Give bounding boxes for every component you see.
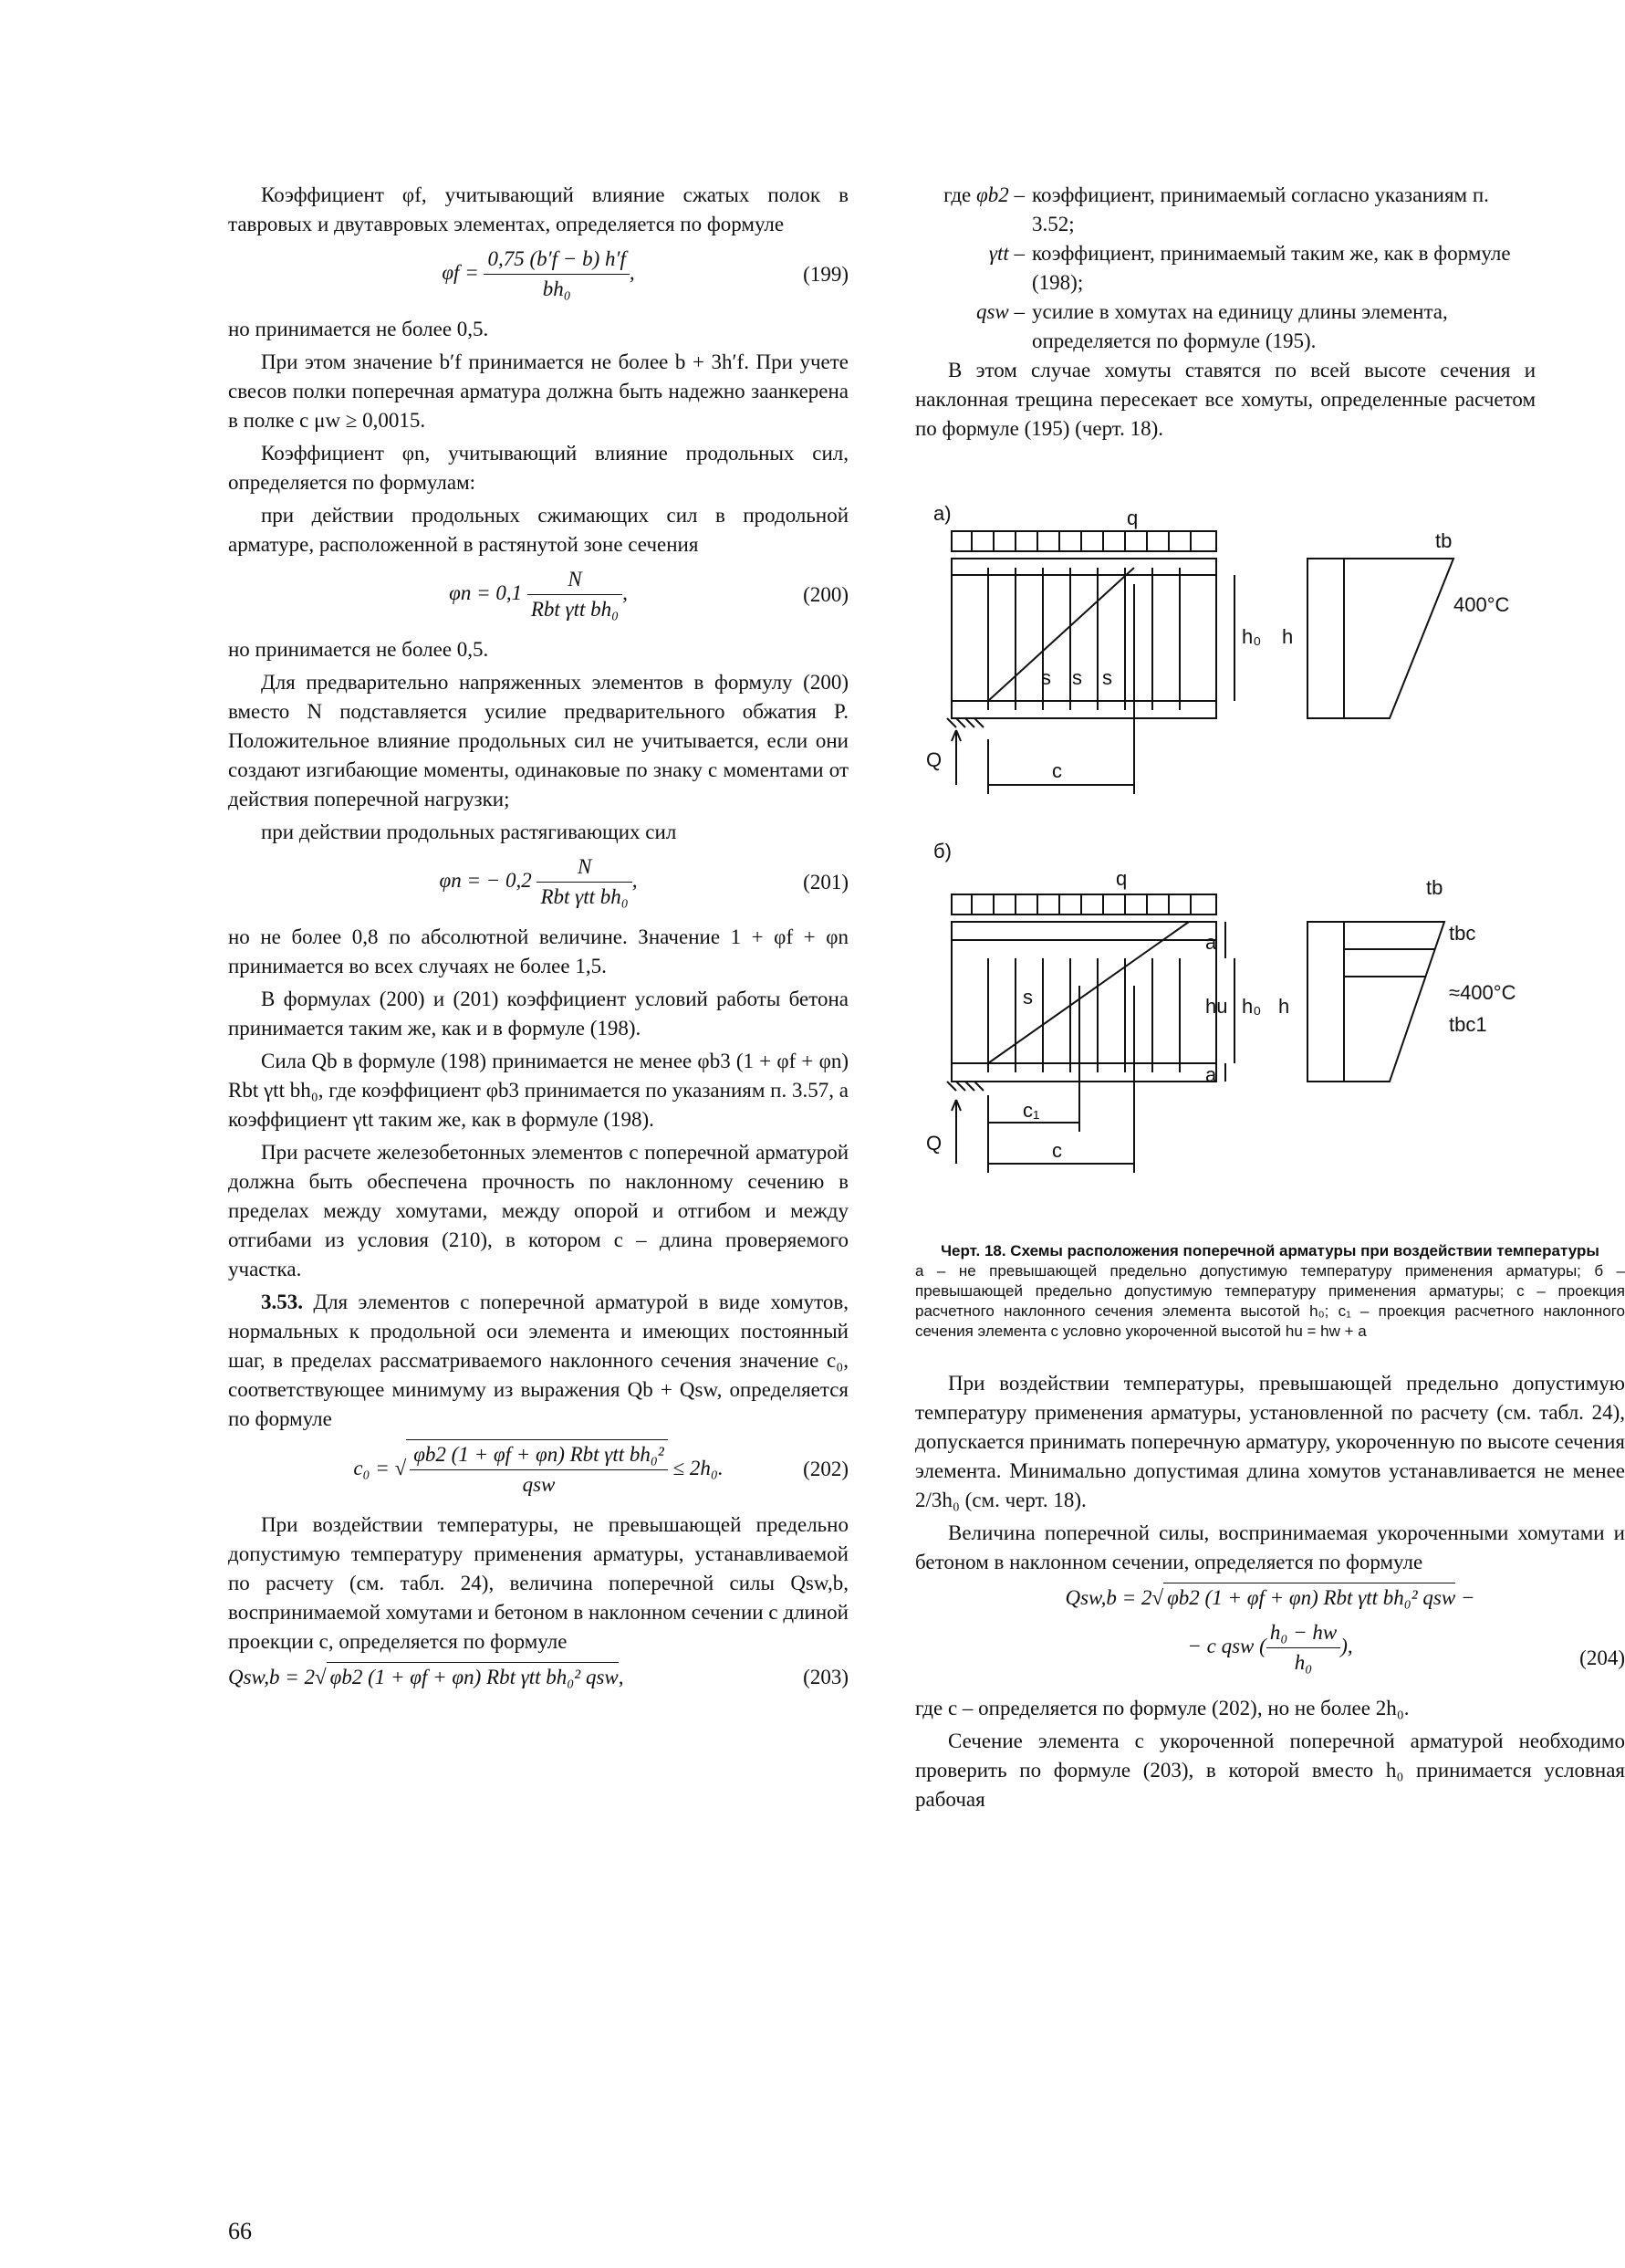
paragraph: Коэффициент φn, учитывающий влияние продольных сил, определяется по формулам: bbox=[228, 442, 849, 494]
paragraph: Сечение элемента с укороченной поперечной арматурой необходимо проверить по формуле (203), в которой вместо h₀ принимается условная рабочая bbox=[915, 1730, 1625, 1811]
svg-text:c: c bbox=[1052, 1139, 1062, 1162]
distributed-load bbox=[952, 531, 1216, 551]
svg-text:s: s bbox=[1102, 666, 1112, 689]
paragraph: но принимается не более 0,5. bbox=[228, 318, 489, 340]
figure-caption: Черт. 18. Схемы расположения поперечной арматуры при воздействии температуры а – не превышающей предельно допустимую температуру применения арматуры; б – превышающей предельно допустимую температуру применения арматуры; c – проекция расчетного наклонного сечения элемента высотой h₀; c₁ – проекция расчетного наклонного сечения элемента с условно укороченной высотой hu = hw + a bbox=[915, 1242, 1625, 1340]
right-column bbox=[915, 181, 1536, 447]
paragraph: Коэффициент φf, учитывающий влияние сжатых полок в тавровых и двутавровых элементах, определяется по формуле bbox=[228, 183, 849, 235]
paragraph: Величина поперечной силы, воспринимаемая укороченными хомутами и бетоном в наклонном сечении, определяется по формуле bbox=[915, 1521, 1625, 1573]
formula-200: φn = 0,1 $\frac{N}{\text{Rbt γtt bh₀}}$ , (200) bbox=[228, 565, 849, 624]
equation-number: (201) bbox=[803, 870, 849, 894]
svg-text:tb: tb bbox=[1426, 876, 1443, 899]
paragraph: но принимается не более 0,5. bbox=[228, 638, 489, 661]
paragraph: где c – определяется по формуле (202), но не более 2h₀. bbox=[915, 1697, 1410, 1719]
paragraph: При воздействии температуры, превышающей предельно допустимую температуру применения арматуры, установленной по расчету (см. табл. 24), допускается принимать поперечную арматуру, укороченную по высоте сечения элемента. Минимально допустимая длина хомутов устанавливается не менее 2/3h₀ (см. черт. 18). bbox=[915, 1372, 1625, 1511]
svg-text:a: a bbox=[1205, 1063, 1217, 1086]
paragraph: при действии продольных сжимающих сил в продольной арматуре, расположенной в растянутой зоне сечения bbox=[228, 504, 849, 556]
paragraph: В этом случае хомуты ставятся по всей высоте сечения и наклонная трещина пересекает все хомуты, определенные расчетом по формуле (195) (черт. 18). bbox=[915, 359, 1536, 440]
svg-text:tbc: tbc bbox=[1449, 922, 1476, 945]
formula-202: c₀ = √ $\frac{\text{φb2 (1 + φf + φn) Rbt γtt bh₀²}}{\text{qsw}}$ ≤ 2h₀. (202) bbox=[228, 1439, 849, 1500]
svg-text:h₀: h₀ bbox=[1242, 625, 1262, 648]
equation-number: (203) bbox=[803, 1665, 849, 1688]
paragraph: Для предварительно напряженных элементов в формулу (200) вместо N подставляется усилие предварительного обжатия P. Положительное влияние продольных сил не учитывается, если они создают изгибающие моменты, одинаковые по знаку с моментами от действия поперечной нагрузки; bbox=[228, 671, 849, 810]
svg-text:s: s bbox=[1023, 986, 1033, 1009]
svg-text:400°C: 400°C bbox=[1453, 593, 1510, 616]
definitions-list bbox=[915, 181, 1536, 356]
svg-text:Q: Q bbox=[926, 748, 943, 771]
paragraph: Сила Qb в формуле (198) принимается не менее φb3 (1 + φf + φn) Rbt γtt bh₀, где коэффициент φb3 принимается по указаниям п. 3.57, а коэффициент γtt таким же, как в формуле (198). bbox=[228, 1050, 849, 1131]
svg-text:a: a bbox=[1205, 931, 1217, 954]
temperature-profile-a bbox=[1344, 559, 1453, 718]
definition-item: γtt – коэффициент, принимаемый таким же, как в формуле (198); bbox=[988, 242, 1511, 294]
formula-201: φn = − 0,2 $\frac{N}{\text{Rbt γtt bh₀}}$ , (201) bbox=[228, 852, 849, 912]
svg-text:hu: hu bbox=[1205, 995, 1228, 1018]
label-q: q bbox=[1127, 507, 1139, 529]
svg-text:h: h bbox=[1282, 625, 1294, 648]
equation-number: (199) bbox=[803, 262, 849, 286]
left-column bbox=[228, 181, 849, 1703]
svg-text:tbc1: tbc1 bbox=[1449, 1013, 1487, 1036]
svg-text:s: s bbox=[1041, 666, 1051, 689]
equation-number: (202) bbox=[803, 1458, 849, 1480]
definition-item: qsw – усилие в хомутах на единицу длины элемента, определяется по формуле (195). bbox=[975, 300, 1448, 352]
inclined-crack-b bbox=[988, 922, 1189, 1063]
beam-a bbox=[952, 559, 1216, 718]
paragraph: При воздействии температуры, не превышающей предельно допустимую температуру применения арматуры, устанавливаемой по расчету (см. табл. 24), величина поперечной силы Qsw,b, воспринимаемой хомутами и бетоном в наклонном сечении с длиной проекции c, определяется по формуле bbox=[228, 1513, 849, 1653]
formula-199: φf = $\frac{0,75 (b'f - b) h'f}{\text{bh₀}}$ , (199) bbox=[228, 245, 849, 304]
label-a: а) bbox=[933, 502, 952, 525]
formula-204: Qsw,b = 2√ φb2 (1 + φf + φn) Rbt γtt bh₀² qsw − − c qsw ( $\frac{\text{h₀ − hw}}{\text{h₀}}$ ), (204) bbox=[915, 1583, 1625, 1683]
svg-text:c₁: c₁ bbox=[1023, 1099, 1040, 1122]
figure-18-drawing bbox=[915, 493, 1536, 1223]
paragraph: при действии продольных растягивающих сил bbox=[261, 820, 677, 843]
paragraph: В формулах (200) и (201) коэффициент условий работы бетона принимается таким же, как и в формуле (198). bbox=[228, 988, 849, 1040]
paragraph-section-3-53: 3.53. Для элементов с поперечной арматурой в виде хомутов, нормальных к продольной оси элемента и имеющих постоянный шаг, в пределах рассматриваемого наклонного сечения значение c₀, соответствующее минимуму из выражения Qb + Qsw, определяется по формуле bbox=[228, 1291, 849, 1430]
svg-text:≈400°C: ≈400°C bbox=[1449, 981, 1516, 1004]
temperature-profile-b bbox=[1344, 922, 1444, 1082]
svg-text:tb: tb bbox=[1435, 529, 1453, 552]
svg-text:q: q bbox=[1116, 867, 1128, 890]
label-b: б) bbox=[933, 840, 952, 862]
svg-text:h₀: h₀ bbox=[1242, 995, 1262, 1018]
figure-18 bbox=[915, 493, 1536, 1223]
paragraph: но не более 0,8 по абсолютной величине. Значение 1 + φf + φn принимается во всех случаях не более 1,5. bbox=[228, 925, 849, 977]
svg-text:s: s bbox=[1072, 666, 1082, 689]
right-column-lower bbox=[915, 1241, 1625, 1818]
paragraph: При расчете железобетонных элементов с поперечной арматурой должна быть обеспечена прочность по наклонному сечению в пределах между хомутами, между опорой и отгибом и между отгибами из условия (210), в котором c – длина проверяемого участка. bbox=[228, 1141, 849, 1280]
definition-item: где φb2 – коэффициент, принимаемый согласно указаниям п. 3.52; bbox=[943, 183, 1489, 235]
inclined-crack-a bbox=[988, 568, 1134, 701]
formula-203: Qsw,b = 2√ φb2 (1 + φf + φn) Rbt γtt bh₀² qsw, (203) bbox=[228, 1662, 849, 1692]
svg-text:h: h bbox=[1278, 995, 1290, 1018]
svg-text:Q: Q bbox=[926, 1132, 943, 1155]
svg-text:c: c bbox=[1052, 759, 1062, 782]
paragraph: При этом значение b′f принимается не более b + 3h′f. При учете свесов полки поперечная арматура должна быть надежно заанкерена в полке с μw ≥ 0,0015. bbox=[228, 350, 849, 432]
equation-number: (200) bbox=[803, 582, 849, 606]
page-number: 66 bbox=[228, 2218, 252, 2244]
beam-b bbox=[952, 922, 1216, 1082]
equation-number: (204) bbox=[1579, 1646, 1625, 1669]
